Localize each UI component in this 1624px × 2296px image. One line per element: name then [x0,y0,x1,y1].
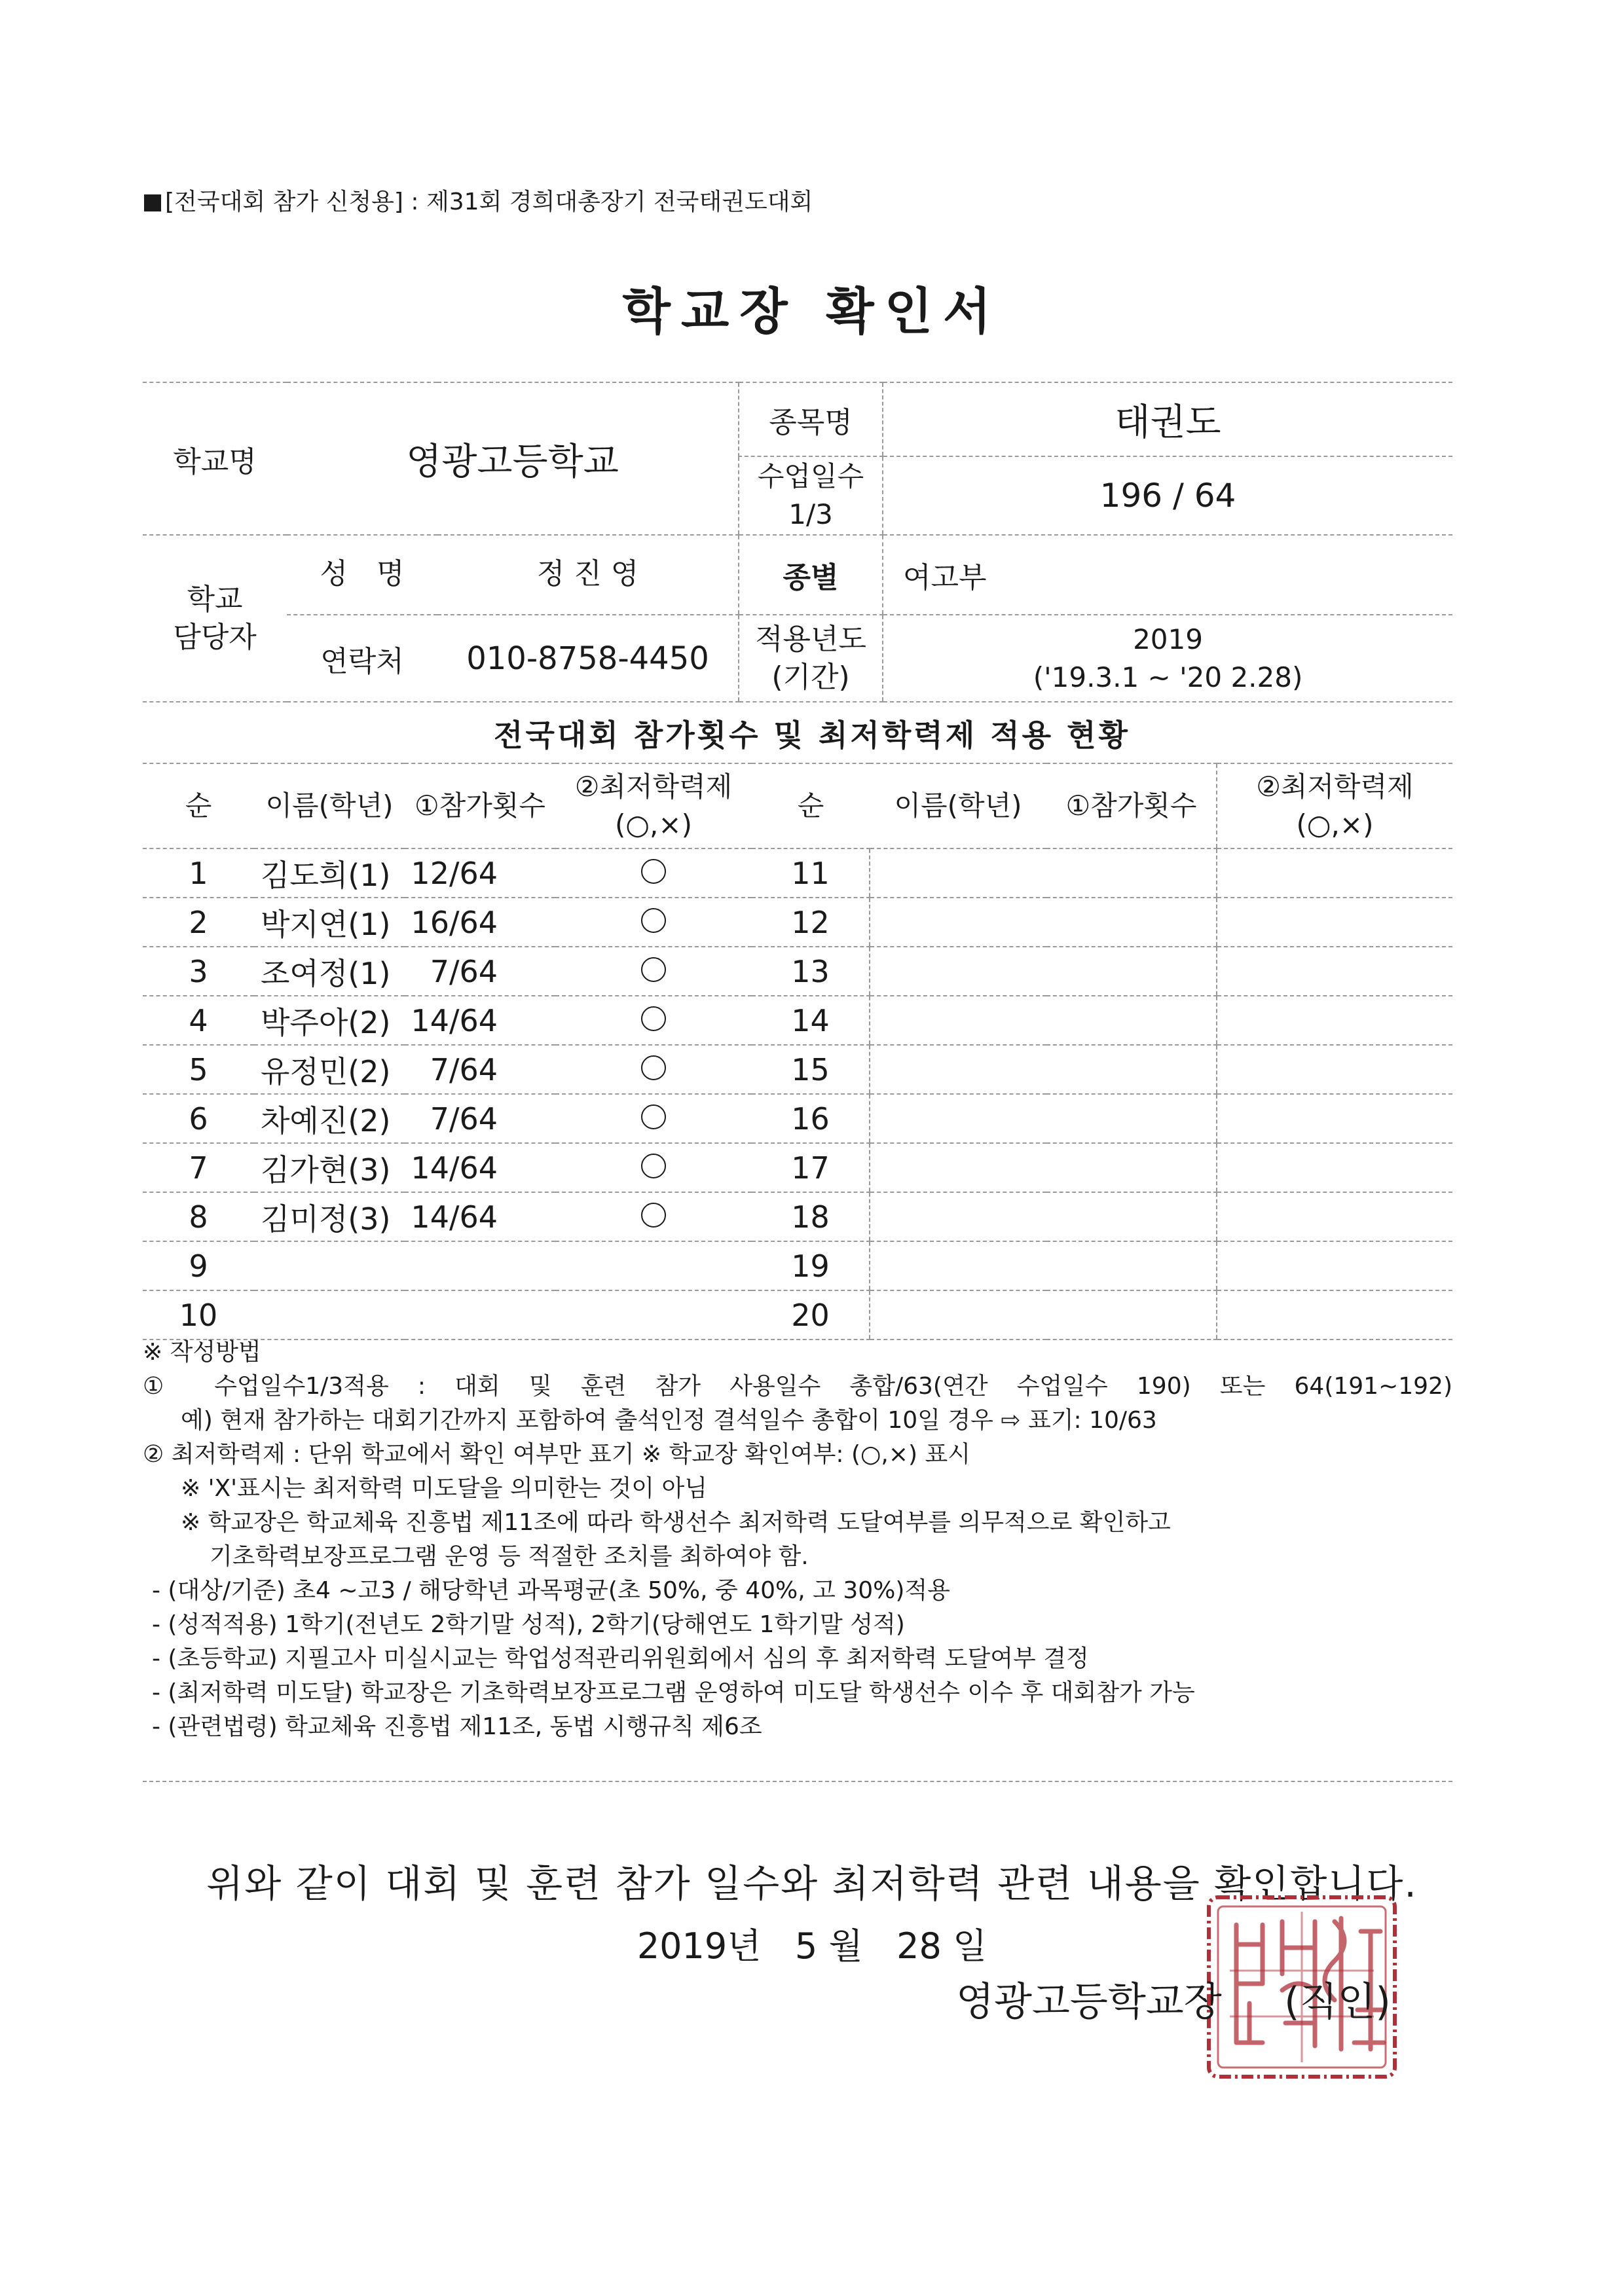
note-class-days: ① 수업일수1/3적용 : 대회 및 훈련 참가 사용일수 총합/63(연간 수업일수 190) 또는 64(191~192) [143,1373,1452,1400]
min-level-mark [555,1192,752,1241]
min-level-mark [1217,1241,1452,1290]
participation-count [405,1241,555,1290]
participation-count [1046,1241,1217,1290]
row-no: 7 [143,1143,254,1192]
min-level-mark [555,898,752,947]
detail-target: - (대상/기준) 초4 ~고3 / 해당학년 과목평균(초 50%, 중 40%, 고 30%)적용 [152,1577,950,1604]
row-no: 20 [752,1290,870,1339]
row-no: 6 [143,1094,254,1143]
student-name [870,1045,1046,1094]
student-name: 유정민(2) [254,1045,405,1094]
min-level-mark [1217,1143,1452,1192]
notes-heading: ※ 작성방법 [143,1339,261,1366]
header-name: 이름(학년) [870,763,1046,848]
table-row [143,848,1452,898]
table-row [143,1241,1452,1290]
student-name [254,1290,405,1339]
student-name [870,898,1046,947]
header-min-level: ②최저학력제 (○,×) [1217,763,1452,848]
document-title: 학교장 확인서 [622,282,1002,340]
square-bullet-icon [144,194,161,211]
table-row [143,996,1452,1045]
table-header-row [143,763,1452,848]
min-level-mark [555,1290,752,1339]
student-name [870,1290,1046,1339]
min-level-mark [1217,1094,1452,1143]
participation-count: 16/64 [405,898,555,947]
school-label: 학교명 [143,382,287,535]
instructions [143,1336,1452,1744]
student-name [870,1094,1046,1143]
row-no: 8 [143,1192,254,1241]
note-principal-duty: ※ 학교장은 학교체육 진흥법 제11조에 따라 학생선수 최저학력 도달여부를 의무적으로 확인하고 [181,1509,1171,1536]
row-no: 14 [752,996,870,1045]
division-value: 여고부 [883,535,1452,615]
min-level-mark [1217,1045,1452,1094]
event-name: : 제31회 경희대총장기 전국태권도대회 [403,189,813,215]
row-no: 13 [752,947,870,996]
confirmation-statement: 위와 같이 대회 및 훈련 참가 일수와 최저학력 관련 내용을 확인합니다. [206,1861,1418,1906]
row-no: 17 [752,1143,870,1192]
student-name: 박주아(2) [254,996,405,1045]
student-name: 김가현(3) [254,1143,405,1192]
participation-count [1046,1290,1217,1339]
note-principal-duty-cont: 기초학력보장프로그램 운영 등 적절한 조치를 최하여야 함. [210,1543,809,1570]
table-row [143,947,1452,996]
participation-count: 14/64 [405,1143,555,1192]
min-level-mark [555,1143,752,1192]
min-level-mark [1217,848,1452,898]
row-no: 2 [143,898,254,947]
table-row [143,1290,1452,1339]
note-min-level: ② 최저학력제 : 단위 학교에서 확인 여부만 표기 ※ 학교장 확인여부: (○,×) 표시 [143,1441,971,1468]
circle-mark-icon [641,1203,666,1228]
row-no: 10 [143,1290,254,1339]
student-name [870,947,1046,996]
row-no: 11 [752,848,870,898]
min-level-mark [555,1045,752,1094]
contact-value: 010-8758-4450 [437,615,739,702]
min-level-mark [1217,898,1452,947]
table-row [143,1143,1452,1192]
student-name [870,1143,1046,1192]
signing-date: 2019년 5 월 28 일 [637,1925,987,1967]
student-name: 김도희(1) [254,848,405,898]
contact-label: 연락처 [287,615,437,702]
header-no: 순 [752,763,870,848]
detail-grades: - (성적적용) 1학기(전년도 2학기말 성적), 2학기(당해연도 1학기말 성적) [152,1611,905,1638]
class-days-value: 196 / 64 [883,456,1452,535]
name-value: 정 진 영 [437,535,739,615]
row-no: 19 [752,1241,870,1290]
form-category-header [144,183,813,217]
detail-elementary: - (초등학교) 지필고사 미실시교는 학업성적관리위원회에서 심의 후 최저학력 도달여부 결정 [152,1645,1089,1672]
participation-count [1046,1094,1217,1143]
table-row [143,1045,1452,1094]
year-label: 적용년도 (기간) [739,615,883,702]
header-name: 이름(학년) [254,763,405,848]
participation-count: 7/64 [405,1094,555,1143]
student-name [254,1241,405,1290]
participation-count [1046,898,1217,947]
header-min-level: ②최저학력제 (○,×) [555,763,752,848]
table-row [143,1192,1452,1241]
circle-mark-icon [641,1104,666,1129]
school-info-table [143,382,1452,702]
participation-count [1046,996,1217,1045]
sport-label: 종목명 [739,382,883,456]
min-level-mark [555,947,752,996]
note-x-mark: ※ 'X'표시는 최저학력 미도달을 의미한는 것이 아님 [181,1475,708,1502]
participation-count [1046,1192,1217,1241]
division-label: 종별 [739,535,883,615]
participation-count: 7/64 [405,947,555,996]
participation-table [143,763,1452,1340]
participation-count: 14/64 [405,996,555,1045]
row-no: 12 [752,898,870,947]
participation-count: 7/64 [405,1045,555,1094]
header-count: ①참가횟수 [405,763,555,848]
form-category: [전국대회 참가 신청용] [165,189,403,215]
min-level-mark [555,848,752,898]
row-no: 4 [143,996,254,1045]
section-title: 전국대회 참가횟수 및 최저학력제 적용 현황 [494,718,1130,753]
student-name [870,1241,1046,1290]
staff-label: 학교 담당자 [143,535,287,702]
header-count: ①참가횟수 [1046,763,1217,848]
student-name [870,1192,1046,1241]
student-name [870,848,1046,898]
divider [143,1781,1452,1782]
table-row [143,1094,1452,1143]
participation-count [405,1290,555,1339]
min-level-mark [555,1241,752,1290]
row-no: 5 [143,1045,254,1094]
circle-mark-icon [641,1055,666,1080]
circle-mark-icon [641,908,666,933]
row-no: 1 [143,848,254,898]
min-level-mark [1217,1290,1452,1339]
min-level-mark [555,1094,752,1143]
min-level-mark [555,996,752,1045]
participation-count: 14/64 [405,1192,555,1241]
student-name: 박지연(1) [254,898,405,947]
circle-mark-icon [641,957,666,982]
student-name: 차예진(2) [254,1094,405,1143]
student-name [870,996,1046,1045]
row-no: 15 [752,1045,870,1094]
year-value: 2019 ('19.3.1 ~ '20 2.28) [883,615,1452,702]
circle-mark-icon [641,1006,666,1031]
min-level-mark [1217,1192,1452,1241]
class-days-label: 수업일수 1/3 [739,456,883,535]
detail-not-reached: - (최저학력 미도달) 학교장은 기초학력보장프로그램 운영하여 미도달 학생선수 이수 후 대회참가 가능 [152,1679,1195,1706]
row-no: 3 [143,947,254,996]
circle-mark-icon [641,859,666,884]
participation-count [1046,947,1217,996]
participation-count [1046,1045,1217,1094]
participation-count: 12/64 [405,848,555,898]
student-name: 김미정(3) [254,1192,405,1241]
participation-count [1046,1143,1217,1192]
row-no: 16 [752,1094,870,1143]
name-label: 성 명 [287,535,437,615]
detail-law: - (관련법령) 학교체육 진흥법 제11조, 동법 시행규칙 제6조 [152,1713,762,1740]
row-no: 9 [143,1241,254,1290]
school-name: 영광고등학교 [287,382,739,535]
row-no: 18 [752,1192,870,1241]
min-level-mark [1217,996,1452,1045]
principal-signature: 영광고등학교장 (직인) [956,1979,1391,2025]
student-name: 조여정(1) [254,947,405,996]
circle-mark-icon [641,1154,666,1178]
table-row [143,898,1452,947]
min-level-mark [1217,947,1452,996]
sport-value: 태권도 [883,382,1452,456]
participation-count [1046,848,1217,898]
note-class-days-example: 예) 현재 참가하는 대회기간까지 포함하여 출석인정 결석일수 총합이 10일 경우 ⇨ 표기: 10/63 [181,1407,1157,1434]
header-no: 순 [143,763,254,848]
